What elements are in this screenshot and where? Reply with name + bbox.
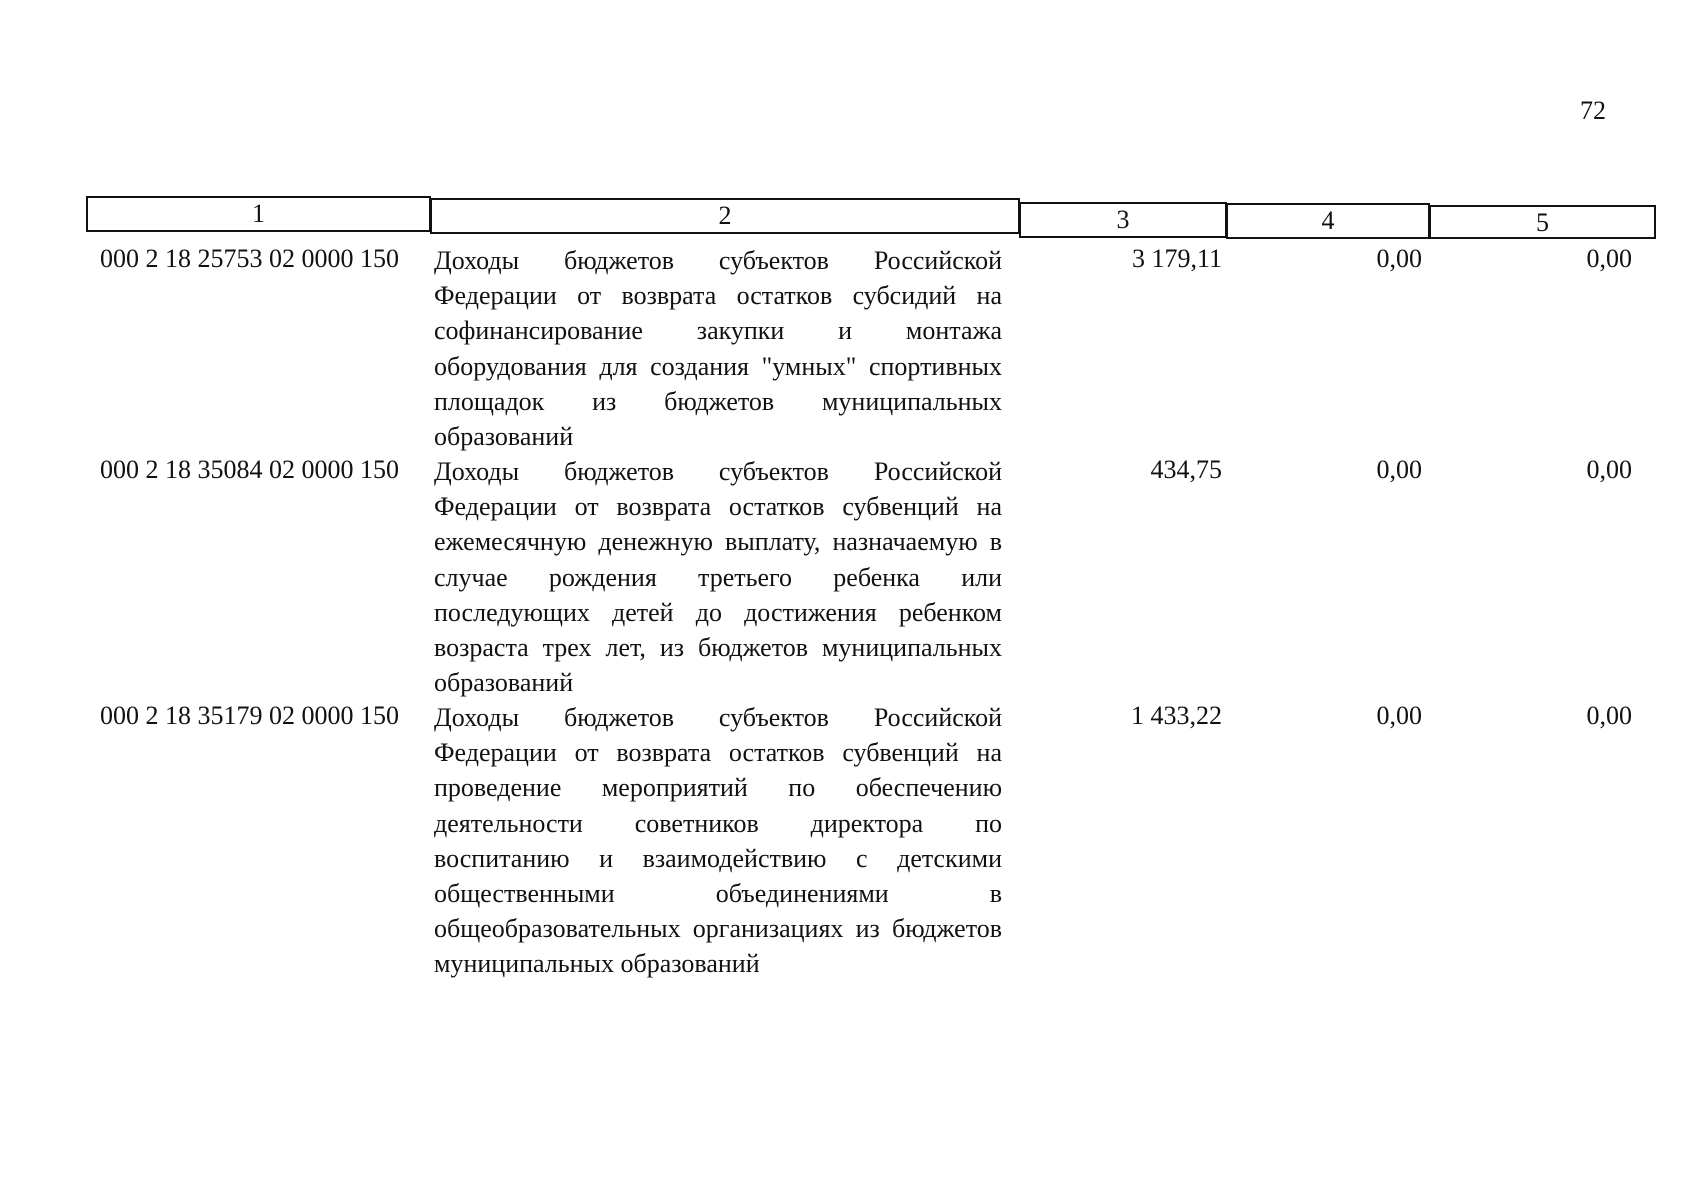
header-cell-1: 1 bbox=[86, 196, 431, 232]
income-description: Доходы бюджетов субъектов Российской Федерации от возврата остатков субвенций на ежемесячную денежную выплату, назначаемую в случае рождения третьего ребенка или последующих детей до достижения ребенком возраста трех лет, из бюджетов муниципальных образований bbox=[434, 457, 1002, 698]
amount-col-5: 0,00 bbox=[1586, 455, 1632, 484]
income-description: Доходы бюджетов субъектов Российской Федерации от возврата остатков субвенций на проведение мероприятий по обеспечению деятельности советников директора по воспитанию и взаимодействию с детскими общественными объединениями в общеобразовательных организациях из бюджетов муниципальных образований bbox=[434, 703, 1002, 979]
header-cell-4: 4 bbox=[1226, 203, 1430, 239]
page-number: 72 bbox=[1580, 96, 1606, 125]
amount-col-3: 434,75 bbox=[1150, 455, 1222, 484]
amount-col-4: 0,00 bbox=[1376, 701, 1422, 730]
income-description: Доходы бюджетов субъектов Российской Федерации от возврата остатков субсидий на софинансирование закупки и монтажа оборудования для создания "умных" спортивных площадок из бюджетов муниципальных образований bbox=[434, 246, 1002, 452]
amount-col-3: 3 179,11 bbox=[1131, 244, 1222, 273]
amount-col-4: 0,00 bbox=[1376, 244, 1422, 273]
amount-col-3: 1 433,22 bbox=[1131, 701, 1222, 730]
header-cell-5: 5 bbox=[1429, 205, 1656, 239]
budget-code: 000 2 18 35179 02 0000 150 bbox=[100, 701, 399, 730]
table-header-row bbox=[86, 196, 1656, 238]
amount-col-5: 0,00 bbox=[1586, 244, 1632, 273]
amount-col-4: 0,00 bbox=[1376, 455, 1422, 484]
header-cell-2: 2 bbox=[430, 198, 1020, 234]
header-cell-3: 3 bbox=[1019, 202, 1227, 238]
budget-code: 000 2 18 25753 02 0000 150 bbox=[100, 244, 399, 273]
amount-col-5: 0,00 bbox=[1586, 701, 1632, 730]
budget-code: 000 2 18 35084 02 0000 150 bbox=[100, 455, 399, 484]
